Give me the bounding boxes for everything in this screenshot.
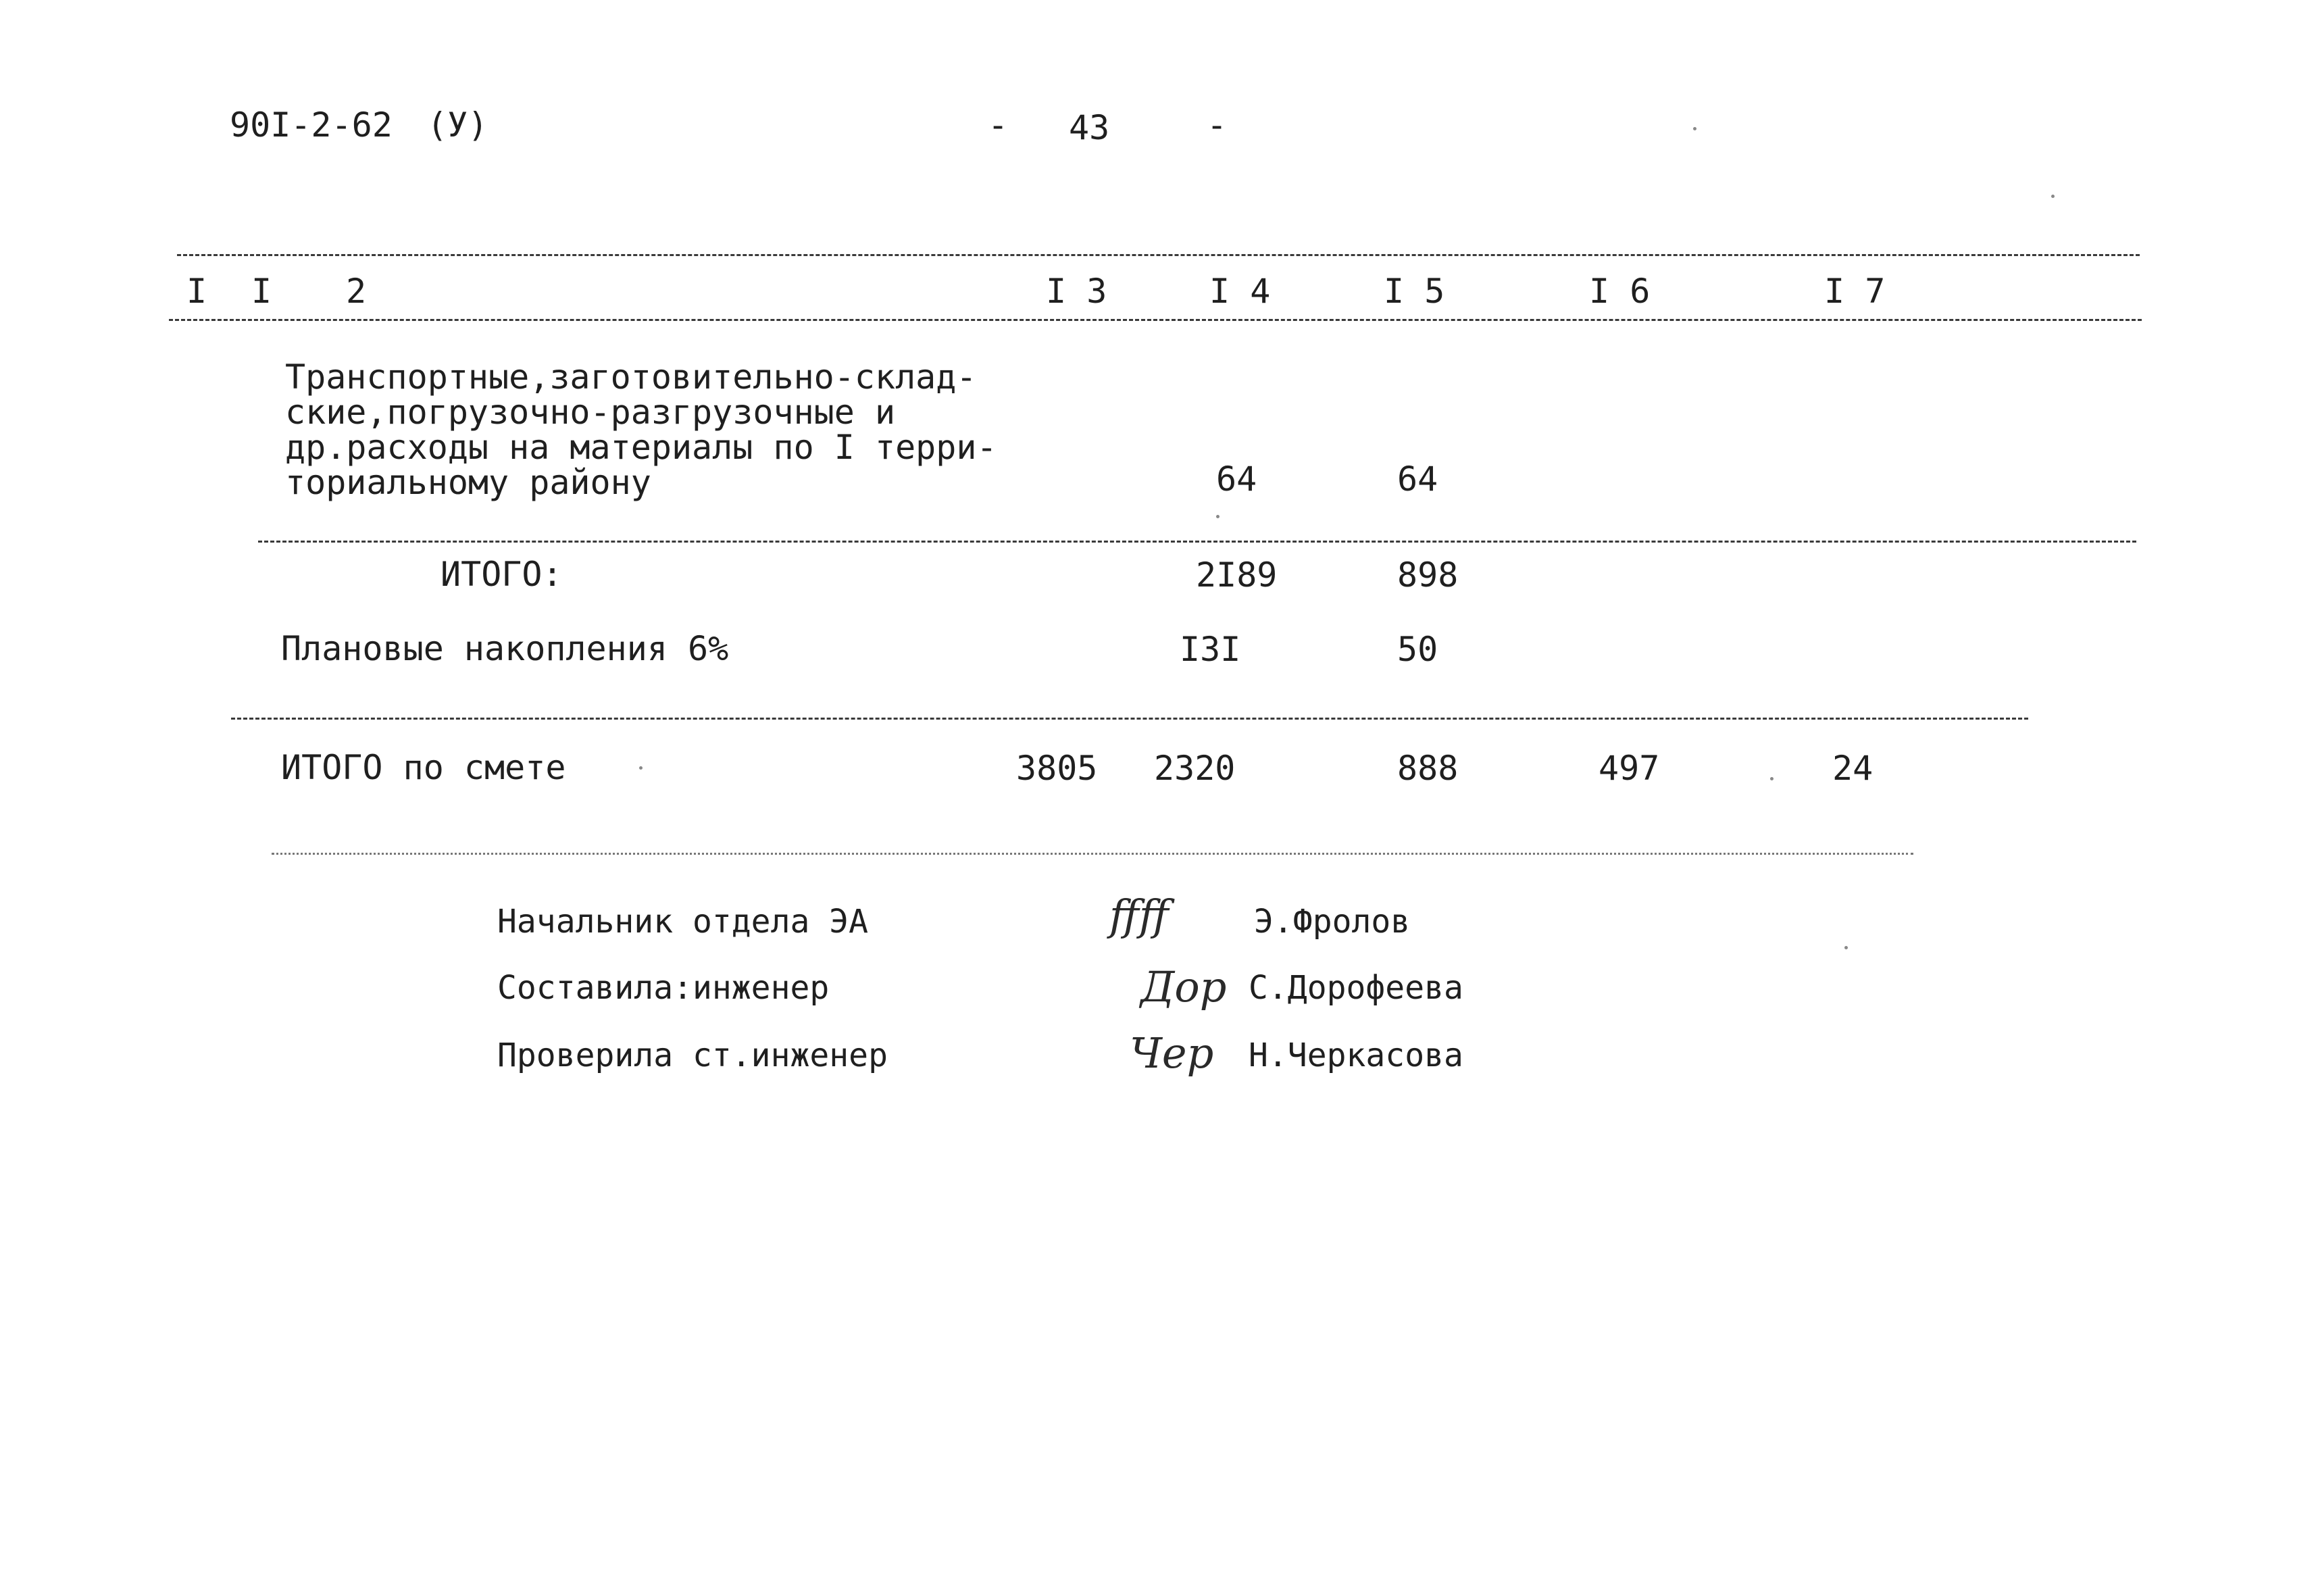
table-top-rule (177, 254, 2140, 256)
signature-name-checker: Н.Черкасова (1249, 1037, 1463, 1074)
header-bottom-rule (169, 319, 2142, 321)
column-number-5: I 5 (1384, 272, 1445, 311)
subtotal-col4-value: 2I89 (1196, 555, 1278, 595)
section-rule-1 (258, 541, 2136, 543)
scan-speck (2051, 195, 2055, 198)
signature-mark-head: ffff (1109, 891, 1169, 940)
scan-speck (1770, 777, 1774, 780)
section-rule-2 (231, 718, 2028, 720)
document-code: 90I-2-62 (230, 105, 393, 145)
grand-total-col4-value: 2320 (1154, 749, 1236, 788)
scan-speck (639, 766, 643, 770)
signature-name-head: Э.Фролов (1254, 903, 1411, 941)
subtotal-col5-value: 898 (1397, 555, 1459, 595)
column-separator: I (251, 272, 272, 311)
subtotal-label: ИТОГО: (441, 555, 563, 594)
grand-total-label: ИТОГО по смете (281, 748, 566, 787)
transport-col5-value: 64 (1397, 459, 1438, 499)
section-rule-3 (272, 853, 1913, 855)
column-number-6: I 6 (1589, 272, 1651, 311)
transport-costs-line-4: ториальному району (285, 463, 651, 502)
signature-role-compiler: Составила:инженер (497, 969, 830, 1007)
signature-name-compiler: С.Дорофеева (1249, 969, 1463, 1007)
page-number: 43 (1069, 108, 1110, 147)
planned-col5-value: 50 (1397, 630, 1438, 669)
scan-speck (1693, 127, 1696, 130)
document-suffix: (У) (427, 105, 488, 145)
column-number-3: I 3 (1046, 272, 1107, 311)
page-dash-left: - (988, 105, 1009, 145)
transport-costs-line-2: ские,погрузочно-разгрузочные и (285, 393, 896, 432)
transport-costs-line-1: Транспортные,заготовительно-склад- (285, 357, 977, 397)
column-number-4: I 4 (1209, 272, 1271, 311)
signature-role-checker: Проверила ст.инженер (497, 1037, 888, 1074)
scan-speck (1844, 946, 1848, 949)
column-number-2: 2 (346, 272, 367, 311)
grand-total-col3-value: 3805 (1016, 749, 1098, 788)
page-dash-right: - (1207, 105, 1228, 145)
signature-mark-compiler: Дор (1140, 962, 1227, 1012)
column-number-7: I 7 (1824, 272, 1886, 311)
grand-total-col6-value: 497 (1599, 749, 1660, 788)
planned-col4-value: I3I (1180, 630, 1241, 669)
scan-speck (1216, 515, 1219, 518)
planned-accumulations-label: Плановые накопления 6% (281, 629, 729, 668)
column-number-1: I (186, 272, 207, 311)
signature-role-head: Начальник отдела ЭА (497, 903, 869, 941)
signature-mark-checker: Чер (1130, 1028, 1214, 1078)
grand-total-col5-value: 888 (1397, 749, 1459, 788)
transport-costs-line-3: др.расходы на материалы по I терри- (285, 428, 997, 467)
transport-col4-value: 64 (1216, 459, 1257, 499)
grand-total-col7-value: 24 (1832, 749, 1873, 788)
